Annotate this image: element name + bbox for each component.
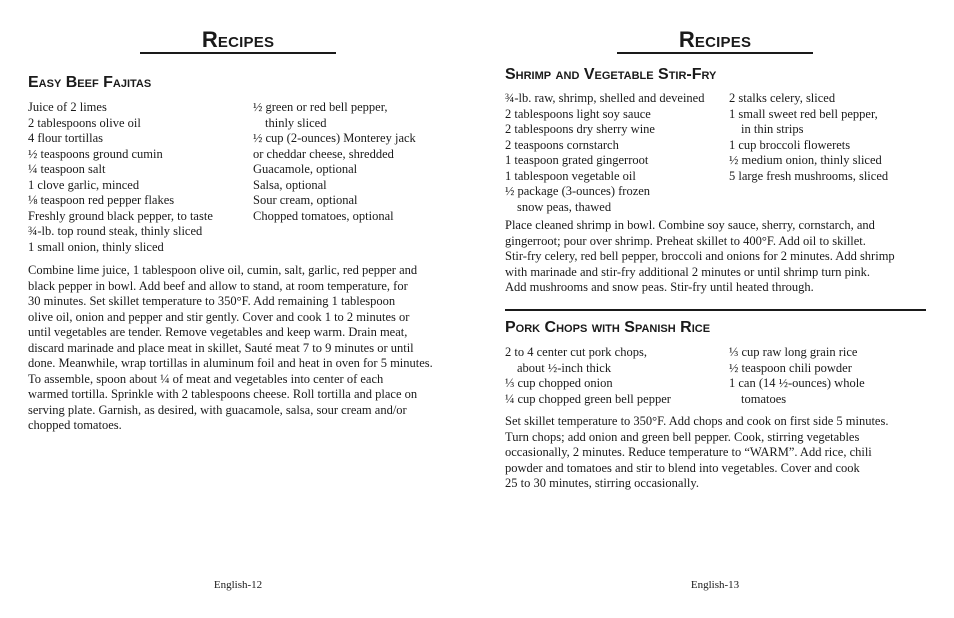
ingredient-line: thinly sliced (265, 115, 327, 130)
direction-line: To assemble, spoon about ¼ of meat and vegetables into center of each (28, 371, 384, 386)
ingredient-line: ¾-lb. raw, shrimp, shelled and deveined (505, 91, 705, 105)
ingredient-line: ½ cup (2-ounces) Monterey jack (253, 131, 416, 145)
direction-line: Stir-fry celery, red bell pepper, broccoli and onions for 2 minutes. Add shrimp (505, 249, 895, 263)
recipe-title-beef-fajitas: Easy Beef Fajitas (28, 74, 152, 91)
ingredients-column-left (505, 91, 727, 215)
ingredient-line: ¼ teaspoon salt (28, 162, 106, 176)
page-footer: English-13 (690, 579, 740, 591)
ingredients-column-left (505, 345, 727, 407)
ingredient-line: 1 small onion, thinly sliced (28, 239, 164, 254)
ingredient-line: 2 to 4 center cut pork chops, (505, 345, 647, 359)
ingredient-line: Salsa, optional (253, 177, 327, 192)
direction-line: Turn chops; add onion and green bell pepper. Cook, stirring vegetables (505, 429, 860, 444)
ingredient-line: ⅓ cup raw long grain rice (729, 345, 858, 359)
ingredient-line: Juice of 2 limes (28, 100, 107, 114)
ingredient-line: 2 tablespoons dry sherry wine (505, 122, 655, 136)
ingredient-line: 1 can (14 ½-ounces) whole (729, 376, 865, 390)
direction-line: discard marinade and place meat in skillet, Sauté meat 7 to 9 minutes or until (28, 340, 414, 355)
direction-line: powder and tomatoes and stir to blend into vegetables. Cover and cook (505, 460, 860, 475)
ingredient-line: 1 tablespoon vegetable oil (505, 168, 636, 183)
direction-line: with marinade and stir-fry additional 2 minutes or until shrimp turn pink. (505, 264, 870, 279)
ingredient-line: ½ medium onion, thinly sliced (729, 153, 882, 167)
direction-line: Set skillet temperature to 350°F. Add chops and cook on first side 5 minutes. (505, 414, 889, 428)
ingredients-column-right (729, 91, 929, 184)
ingredient-line: ¾-lb. top round steak, thinly sliced (28, 224, 203, 238)
ingredients-column-right (729, 345, 929, 407)
ingredient-line: ⅛ teaspoon red pepper flakes (28, 193, 175, 207)
ingredient-line: ½ teaspoon chili powder (729, 360, 852, 375)
direction-line: gingerroot; pour over shrimp. Preheat skillet to 400°F. Add oil to skillet. (505, 233, 866, 248)
page-header-title: Recipes (678, 27, 752, 52)
ingredient-line: snow peas, thawed (517, 199, 612, 214)
page-header-title: Recipes (201, 27, 275, 52)
recipe-directions (505, 218, 935, 296)
right-page (477, 0, 954, 618)
ingredient-line: ½ green or red bell pepper, (253, 100, 388, 114)
direction-line: black pepper in bowl. Add beef and allow to stand, at room temperature, for (28, 278, 408, 293)
ingredient-line: ¼ cup chopped green bell pepper (505, 391, 671, 406)
recipe-title-shrimp-stir-fry: Shrimp and Vegetable Stir-Fry (505, 66, 717, 83)
ingredient-line: 2 tablespoons light soy sauce (505, 106, 651, 121)
ingredient-line: 1 clove garlic, minced (28, 177, 140, 192)
direction-line: Combine lime juice, 1 tablespoon olive oil, cumin, salt, garlic, red pepper and (28, 263, 418, 277)
ingredients-column-right (253, 100, 463, 224)
ingredients-column-left (28, 100, 250, 255)
page-footer: English-12 (213, 579, 263, 591)
ingredient-line: ⅓ cup chopped onion (505, 376, 613, 390)
recipe-title-pork-chops: Pork Chops with Spanish Rice (505, 319, 711, 336)
direction-line: chopped tomatoes. (28, 418, 122, 432)
direction-line: warmed tortilla. Sprinkle with 2 tablespoons cheese. Roll tortilla and place on (28, 387, 418, 401)
header-rule (140, 52, 336, 54)
ingredient-line: 2 tablespoons olive oil (28, 115, 141, 130)
ingredient-line: 1 cup broccoli flowerets (729, 137, 851, 152)
ingredient-line: in thin strips (741, 122, 804, 136)
direction-line: 30 minutes. Set skillet temperature to 350°F. Add remaining 1 tablespoon (28, 294, 396, 308)
ingredient-line: 2 stalks celery, sliced (729, 91, 836, 105)
recipe-directions (28, 263, 468, 434)
ingredient-line: 1 teaspoon grated gingerroot (505, 153, 649, 167)
direction-line: Add mushrooms and snow peas. Stir-fry until heated through. (505, 280, 814, 294)
direction-line: serving plate. Garnish, as desired, with guacamole, salsa, sour cream and/or (28, 402, 407, 417)
direction-line: olive oil, onion and pepper and stir gently. Cover and cook 1 to 2 minutes or (28, 309, 410, 324)
recipe-directions (505, 414, 935, 492)
direction-line: 25 to 30 minutes, stirring occasionally. (505, 476, 699, 490)
ingredient-line: Sour cream, optional (253, 193, 358, 207)
ingredient-line: ½ teaspoons ground cumin (28, 146, 163, 161)
ingredient-line: or cheddar cheese, shredded (253, 146, 394, 161)
direction-line: until vegetables are tender. Remove vegetables and keep warm. Drain meat, (28, 325, 408, 339)
ingredient-line: Chopped tomatoes, optional (253, 208, 394, 223)
ingredient-line: 1 small sweet red bell pepper, (729, 106, 878, 121)
ingredient-line: ½ package (3-ounces) frozen (505, 184, 651, 198)
direction-line: done. Meanwhile, wrap tortillas in aluminum foil and heat in oven for 5 minutes. (28, 356, 433, 370)
ingredient-line: 5 large fresh mushrooms, sliced (729, 168, 889, 183)
section-divider (505, 309, 926, 311)
direction-line: occasionally, 2 minutes. Reduce temperature to “WARM”. Add rice, chili (505, 445, 872, 459)
ingredient-line: about ½-inch thick (517, 360, 612, 375)
ingredient-line: 2 teaspoons cornstarch (505, 137, 619, 152)
ingredient-line: Freshly ground black pepper, to taste (28, 208, 213, 223)
ingredient-line: 4 flour tortillas (28, 131, 103, 145)
ingredient-line: Guacamole, optional (253, 162, 358, 176)
header-rule (617, 52, 813, 54)
direction-line: Place cleaned shrimp in bowl. Combine soy sauce, sherry, cornstarch, and (505, 218, 875, 232)
ingredient-line: tomatoes (741, 391, 787, 406)
